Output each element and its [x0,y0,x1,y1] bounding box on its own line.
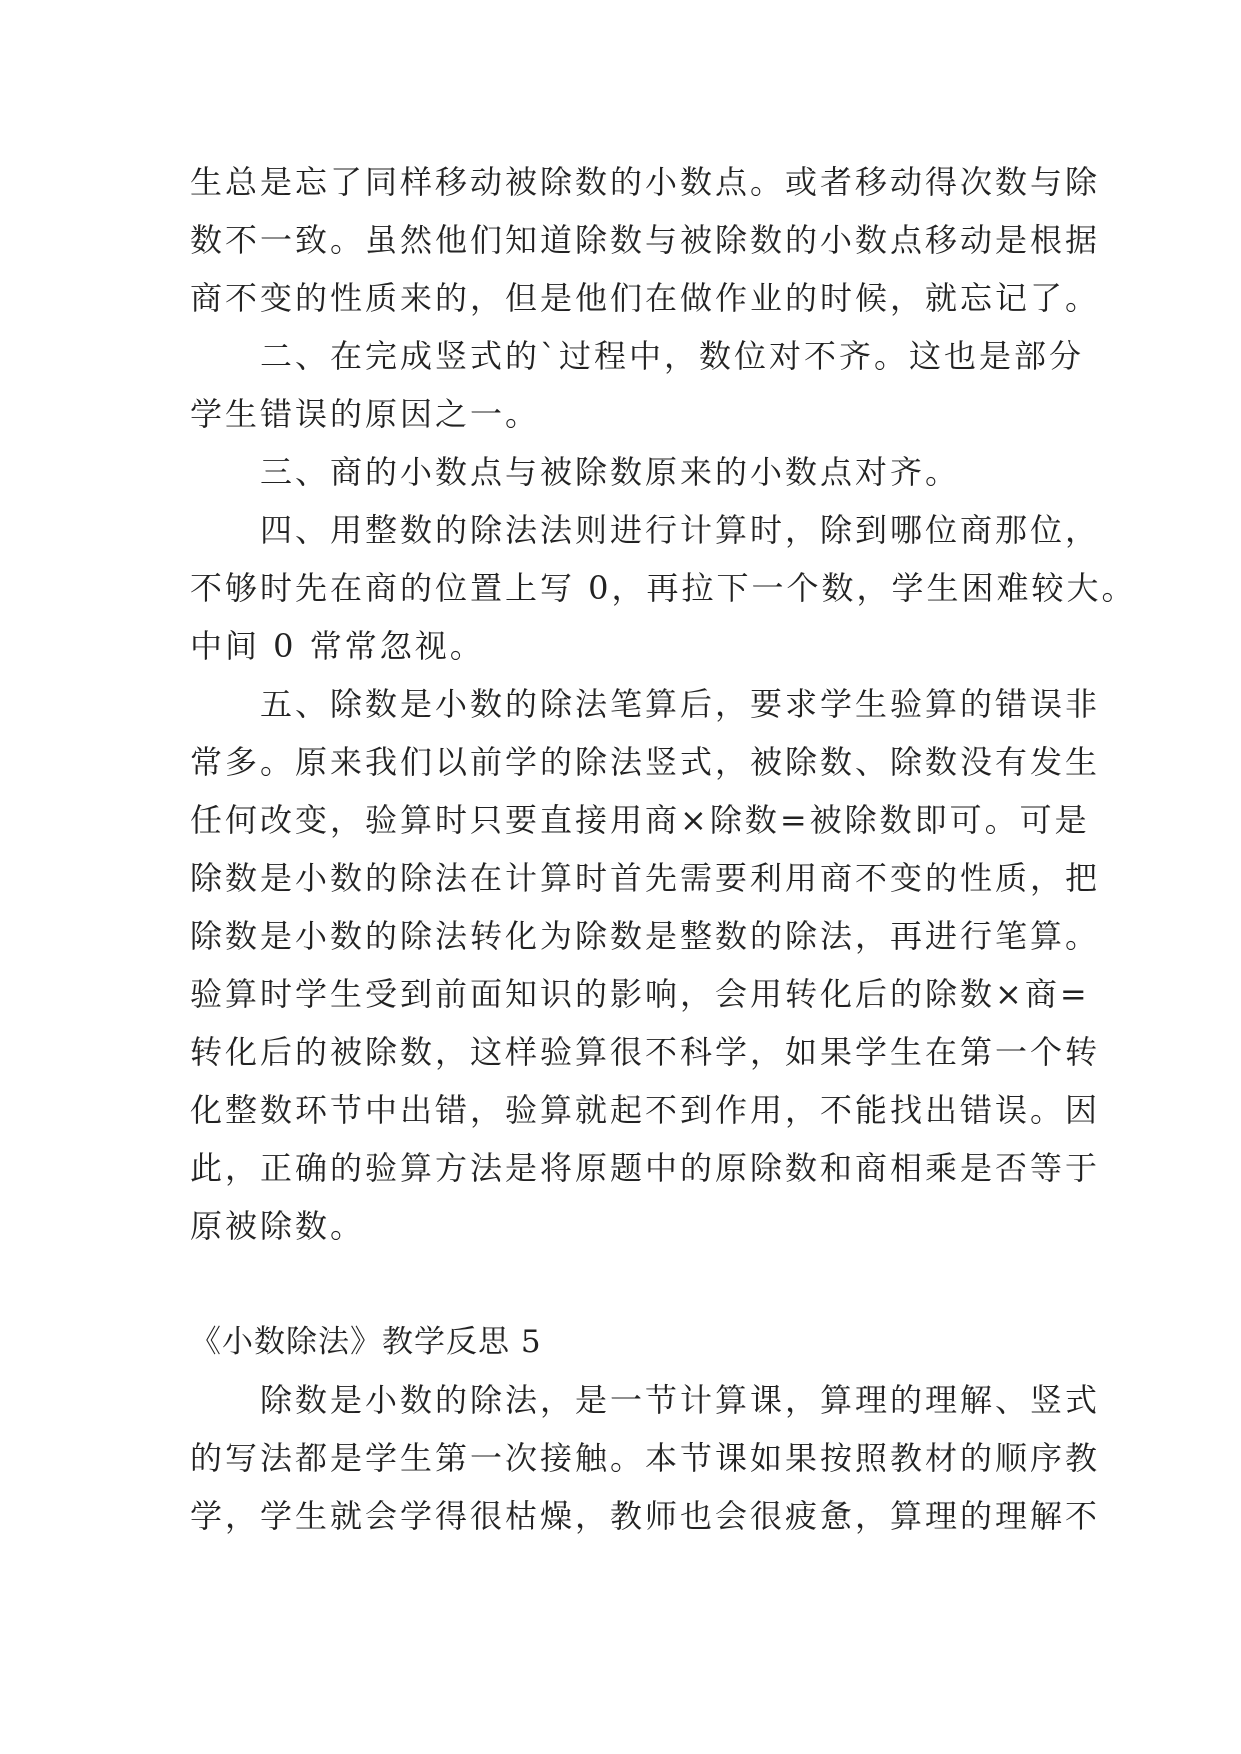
text-line: 二、在完成竖式的`过程中，数位对不齐。这也是部分 [190,337,1085,375]
text-line: 中间 0 常常忽视。 [190,627,485,665]
text-line: 除数是小数的除法转化为除数是整数的除法，再进行笔算。 [190,917,1101,955]
text-line: 五、除数是小数的除法笔算后，要求学生验算的错误非 [190,685,1101,723]
text-line: 的写法都是学生第一次接触。本节课如果按照教材的顺序教 [190,1439,1101,1477]
text-line: 此，正确的验算方法是将原题中的原除数和商相乘是否等于 [190,1149,1101,1187]
text-line: 学生错误的原因之一。 [190,395,541,433]
text-line: 四、用整数的除法法则进行计算时，除到哪位商那位， [190,511,1101,549]
text-line: 化整数环节中出错，验算就起不到作用，不能找出错误。因 [190,1091,1101,1129]
text-line: 验算时学生受到前面知识的影响，会用转化后的除数×商= [190,975,1090,1013]
text-line: 数不一致。虽然他们知道除数与被除数的小数点移动是根据 [190,221,1101,259]
text-line: 三、商的小数点与被除数原来的小数点对齐。 [190,453,961,491]
text-line: 商不变的性质来的，但是他们在做作业的时候，就忘记了。 [190,279,1101,317]
section-heading: 《小数除法》教学反思 5 [190,1324,542,1360]
text-line: 除数是小数的除法，是一节计算课，算理的理解、竖式 [190,1381,1101,1419]
text-line: 不够时先在商的位置上写 0，再拉下一个数，学生困难较大。 [190,569,1137,607]
text-line: 常多。原来我们以前学的除法竖式，被除数、除数没有发生 [190,743,1101,781]
text-line: 学，学生就会学得很枯燥，教师也会很疲惫，算理的理解不 [190,1497,1101,1535]
text-line: 生总是忘了同样移动被除数的小数点。或者移动得次数与除 [190,163,1101,201]
text-line: 原被除数。 [190,1207,366,1245]
text-line: 除数是小数的除法在计算时首先需要利用商不变的性质，把 [190,859,1101,897]
text-line: 转化后的被除数，这样验算很不科学，如果学生在第一个转 [190,1033,1101,1071]
text-line: 任何改变，验算时只要直接用商×除数=被除数即可。可是 [190,801,1090,839]
